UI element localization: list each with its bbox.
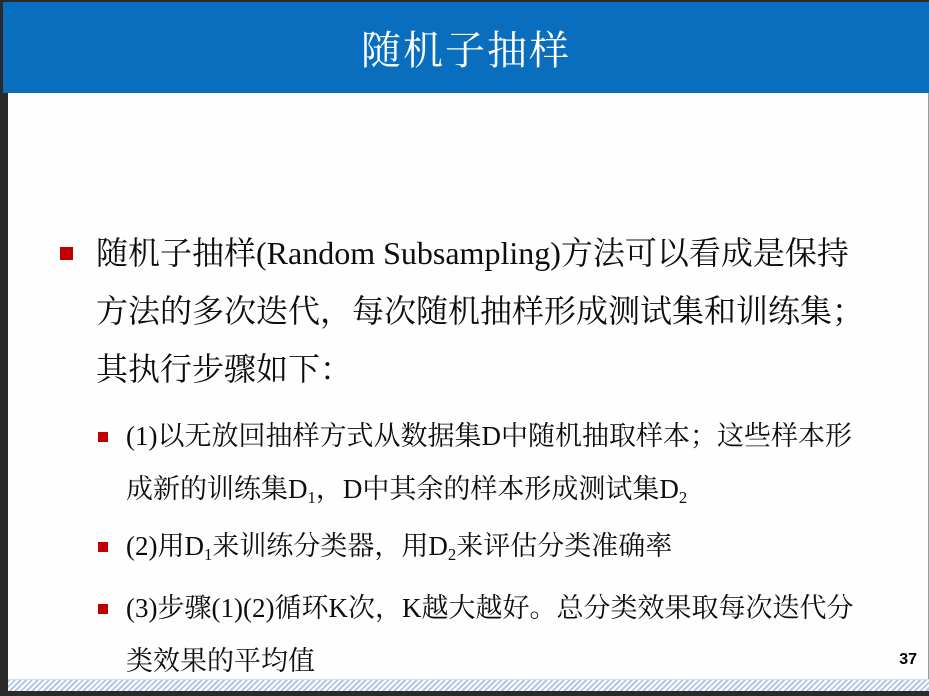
slide-border-top (0, 0, 929, 2)
slide-content (8, 93, 929, 680)
sub-bullet-1-text: (1)以无放回抽样方式从数据集D中随机抽取样本；这些样本形 成新的训练集D1，D中其余的样本形成测试集D2 (126, 421, 852, 508)
slide-border-bottom (0, 691, 929, 696)
slide-title: 随机子抽样 (361, 29, 571, 73)
sub-bullet-2-text: (2)用D1来训练分类器，用D2来评估分类准确率 (126, 531, 673, 565)
footer-stripe-bar (8, 679, 929, 691)
sub-bullet-3-text: (3)步骤(1)(2)循环K次，K越大越好。总分类效果取每次迭代分 类效果的平均值 (126, 593, 854, 676)
bullet-square-icon (98, 432, 108, 442)
slide-border-left (0, 0, 8, 696)
bullet-square-icon (98, 604, 108, 614)
bullet-square-icon (98, 542, 108, 552)
page-number: 37 (899, 651, 917, 668)
main-bullet-text: 随机子抽样(Random Subsampling)方法可以看成是保持 方法的多次迭代，每次随机抽样形成测试集和训练集； 其执行步骤如下： (96, 235, 865, 387)
slide-header (3, 2, 929, 93)
bullet-square-icon (60, 247, 73, 260)
